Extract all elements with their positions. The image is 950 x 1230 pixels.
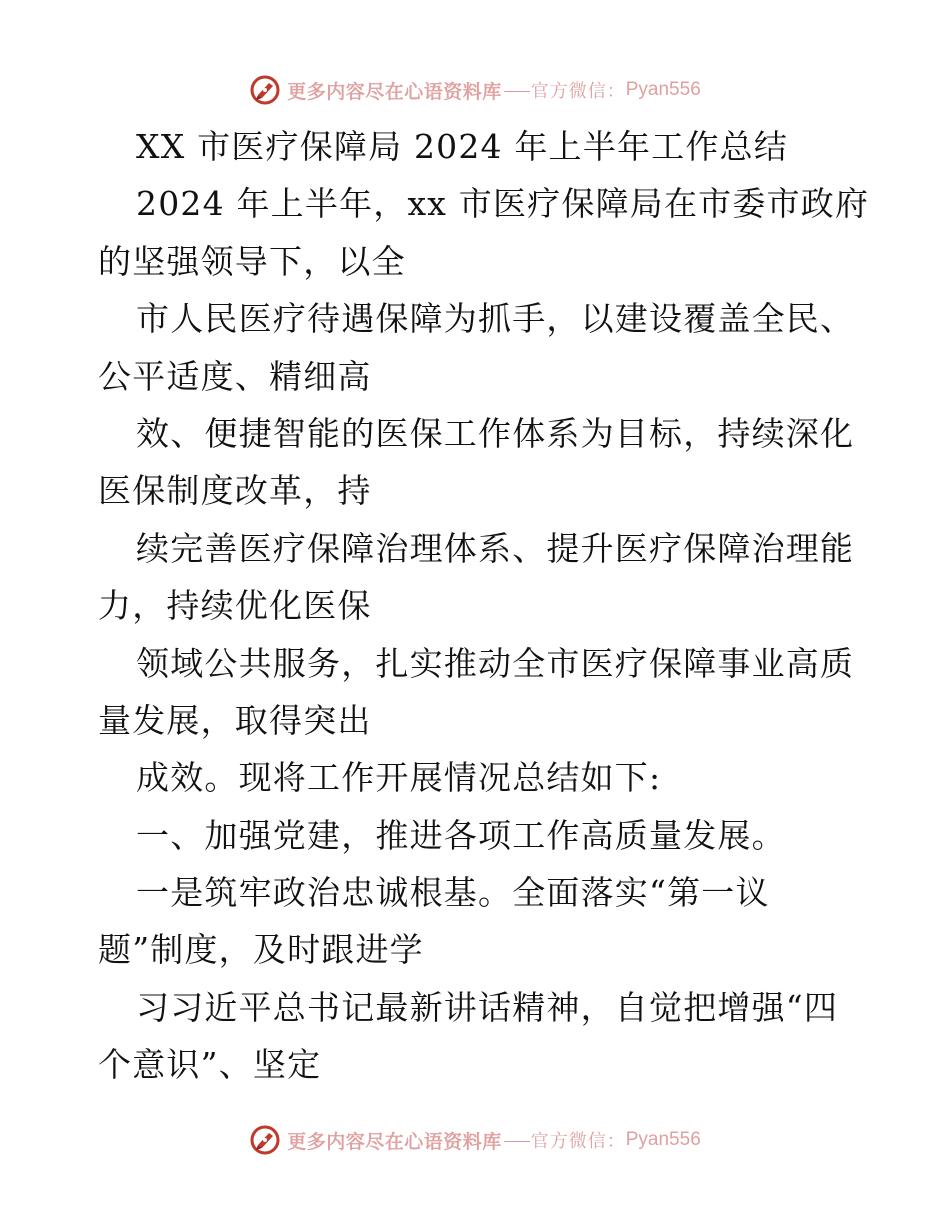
paragraph-line: 量发展，取得突出 [98, 700, 372, 740]
paragraph-line: 成效。现将工作开展情况总结如下: [136, 758, 662, 798]
watermark-banner-bottom [0, 1118, 950, 1162]
paragraph-line: 个意识”、坚定 [98, 1045, 322, 1085]
paragraph-line: 一是筑牢政治忠诚根基。全面落实“第一议 [136, 873, 770, 913]
paragraph-line: 续完善医疗保障治理体系、提升医疗保障治理能 [136, 528, 855, 568]
brand-logo-icon [249, 74, 281, 106]
watermark-separator [504, 91, 530, 92]
paragraph-line: 力，持续优化医保 [98, 586, 372, 626]
paragraph-line: 医保制度改革，持 [98, 471, 372, 511]
watermark-banner-top [0, 68, 950, 112]
watermark-separator [504, 1141, 530, 1142]
brand-logo-icon [249, 1124, 281, 1156]
paragraph-line: 领域公共服务，扎实推动全市医疗保障事业高质 [136, 643, 855, 683]
paragraph-line: 公平适度、精细高 [98, 356, 372, 396]
watermark-wechat-label: 官方微信： [530, 81, 626, 102]
paragraph-line: 市人民医疗待遇保障为抓手，以建设覆盖全民、 [136, 299, 855, 339]
watermark-wechat-id: Pyan556 [625, 1129, 701, 1150]
paragraph-line: 效、便捷智能的医保工作体系为目标，持续深化 [136, 413, 855, 453]
section-heading: 一、加强党建，推进各项工作高质量发展。 [136, 815, 786, 855]
paragraph-line: 的坚强领导下，以全 [98, 241, 406, 281]
watermark-main-text: 更多内容尽在心语资料库 [287, 80, 502, 103]
watermark-wechat-label: 官方微信： [530, 1131, 626, 1152]
document-body [98, 118, 870, 1094]
paragraph-line: 题”制度，及时跟进学 [98, 930, 424, 970]
watermark-wechat-id: Pyan556 [625, 79, 701, 100]
watermark-main-text: 更多内容尽在心语资料库 [287, 1130, 502, 1153]
paragraph-line: 2024 年上半年，xx 市医疗保障局在市委市政府 [136, 184, 870, 224]
document-title: XX 市医疗保障局 2024 年上半年工作总结 [136, 127, 789, 166]
paragraph-line: 习习近平总书记最新讲话精神，自觉把增强“四 [136, 987, 839, 1027]
